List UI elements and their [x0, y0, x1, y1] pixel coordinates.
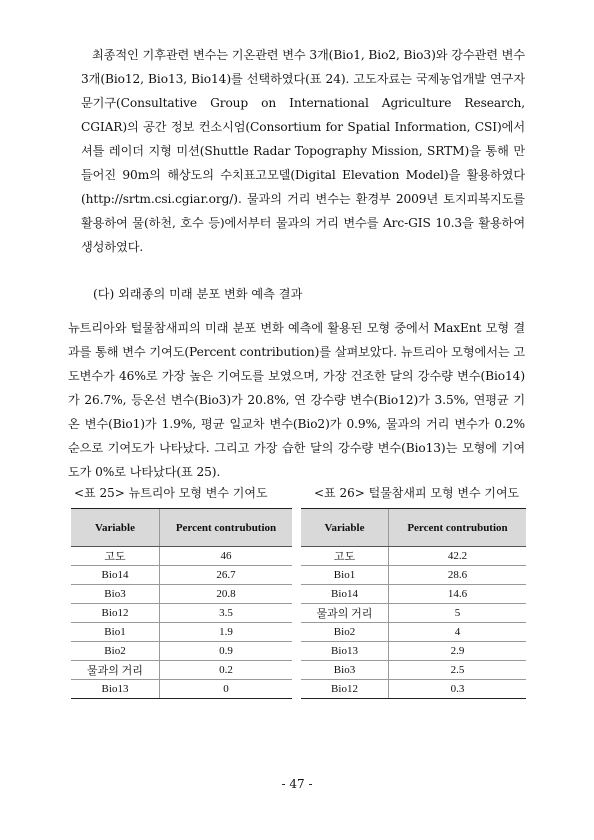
variable-cell: Bio2 — [301, 623, 389, 642]
water-grass-contribution-table — [301, 508, 526, 699]
table-row — [71, 604, 292, 623]
column-header-percent: Percent contrubution — [160, 509, 293, 547]
value-cell: 42.2 — [389, 547, 527, 566]
table-row — [71, 642, 292, 661]
value-cell: 3.5 — [160, 604, 293, 623]
value-cell: 28.6 — [389, 566, 527, 585]
table-row — [71, 566, 292, 585]
table-row — [301, 585, 526, 604]
column-header-percent: Percent contrubution — [389, 509, 527, 547]
value-cell: 0 — [160, 680, 293, 699]
nutria-contribution-table — [71, 508, 292, 699]
column-header-variable: Variable — [71, 509, 160, 547]
value-cell: 1.9 — [160, 623, 293, 642]
value-cell: 2.9 — [389, 642, 527, 661]
variable-cell: Bio1 — [71, 623, 160, 642]
page-number: - 47 - — [281, 777, 313, 791]
value-cell: 4 — [389, 623, 527, 642]
table-row — [71, 623, 292, 642]
table-row — [301, 566, 526, 585]
variable-cell: 물과의 거리 — [301, 604, 389, 623]
paragraph-climate-variables: 최종적인 기후관련 변수는 기온관련 변수 3개(Bio1, Bio2, Bio3)와 강수관련 변수 3개(Bio12, Bio13, Bio14)를 선택하였다(표 24). 고도자료는 국제농업개발 연구자문기구(Consultative Group on International Agriculture Research, CGIAR)의 공간 정보 컨소시엄(Consortium for Spatial Information, CSI)에서 셔틀 레이더 지형 미션(Shuttle Radar Topography Mission, SRTM)을 통해 만들어진 90m의 해상도의 수치표고모델(Digital Elevation Model)을 활용하였다(http://srtm.csi.cgiar.org/). 물과의 거리 변수는 환경부 2009년 토지피복지도를 활용하여 물(하천, 호수 등)에서부터 물과의 거리 변수를 Arc-GIS 10.3을 활용하여 생성하였다. — [81, 48, 525, 254]
value-cell: 5 — [389, 604, 527, 623]
value-cell: 0.2 — [160, 661, 293, 680]
table1-caption: <표 25> 뉴트리아 모형 변수 기여도 — [74, 486, 268, 500]
value-cell: 20.8 — [160, 585, 293, 604]
variable-cell: 고도 — [71, 547, 160, 566]
table-row — [301, 604, 526, 623]
table-header-row — [301, 509, 526, 547]
variable-cell: Bio13 — [301, 642, 389, 661]
variable-cell: Bio13 — [71, 680, 160, 699]
table-row — [301, 642, 526, 661]
variable-cell: Bio12 — [301, 680, 389, 699]
variable-cell: Bio2 — [71, 642, 160, 661]
value-cell: 14.6 — [389, 585, 527, 604]
table-row — [301, 547, 526, 566]
table-header-row — [71, 509, 292, 547]
variable-cell: 고도 — [301, 547, 389, 566]
variable-cell: Bio1 — [301, 566, 389, 585]
variable-cell: Bio14 — [301, 585, 389, 604]
table-row — [301, 623, 526, 642]
table-row — [71, 680, 292, 699]
value-cell: 46 — [160, 547, 293, 566]
table-row — [71, 547, 292, 566]
table-row — [301, 661, 526, 680]
table2-caption: <표 26> 털물참새피 모형 변수 기여도 — [314, 486, 520, 500]
variable-cell: 물과의 거리 — [71, 661, 160, 680]
table-row — [71, 661, 292, 680]
variable-cell: Bio3 — [301, 661, 389, 680]
variable-cell: Bio3 — [71, 585, 160, 604]
paragraph-prediction-results: 뉴트리아와 털물참새피의 미래 분포 변화 예측에 활용된 모형 중에서 MaxEnt 모형 결과를 통해 변수 기여도(Percent contribution)를 살펴보았다. 뉴트리아 모형에서는 고도변수가 46%로 가장 높은 기여도를 보였으며, 가장 건조한 달의 강수량 변수(Bio14)가 26.7%, 등온선 변수(Bio3)가 20.8%, 연 강수량 변수(Bio12)가 3.5%, 연평균 기온 변수(Bio1)가 1.9%, 평균 일교차 변수(Bio2)가 0.9%, 물과의 거리 변수가 0.2% 순으로 기여도가 나타났다. 그리고 가장 습한 달의 강수량 변수(Bio13)는 모형에 기여도가 0%로 나타났다(표 25). — [68, 321, 525, 479]
variable-cell: Bio14 — [71, 566, 160, 585]
value-cell: 2.5 — [389, 661, 527, 680]
column-header-variable: Variable — [301, 509, 389, 547]
variable-cell: Bio12 — [71, 604, 160, 623]
table-row — [301, 680, 526, 699]
section-heading: (다) 외래종의 미래 분포 변화 예측 결과 — [93, 287, 303, 301]
value-cell: 0.3 — [389, 680, 527, 699]
value-cell: 0.9 — [160, 642, 293, 661]
value-cell: 26.7 — [160, 566, 293, 585]
table-row — [71, 585, 292, 604]
